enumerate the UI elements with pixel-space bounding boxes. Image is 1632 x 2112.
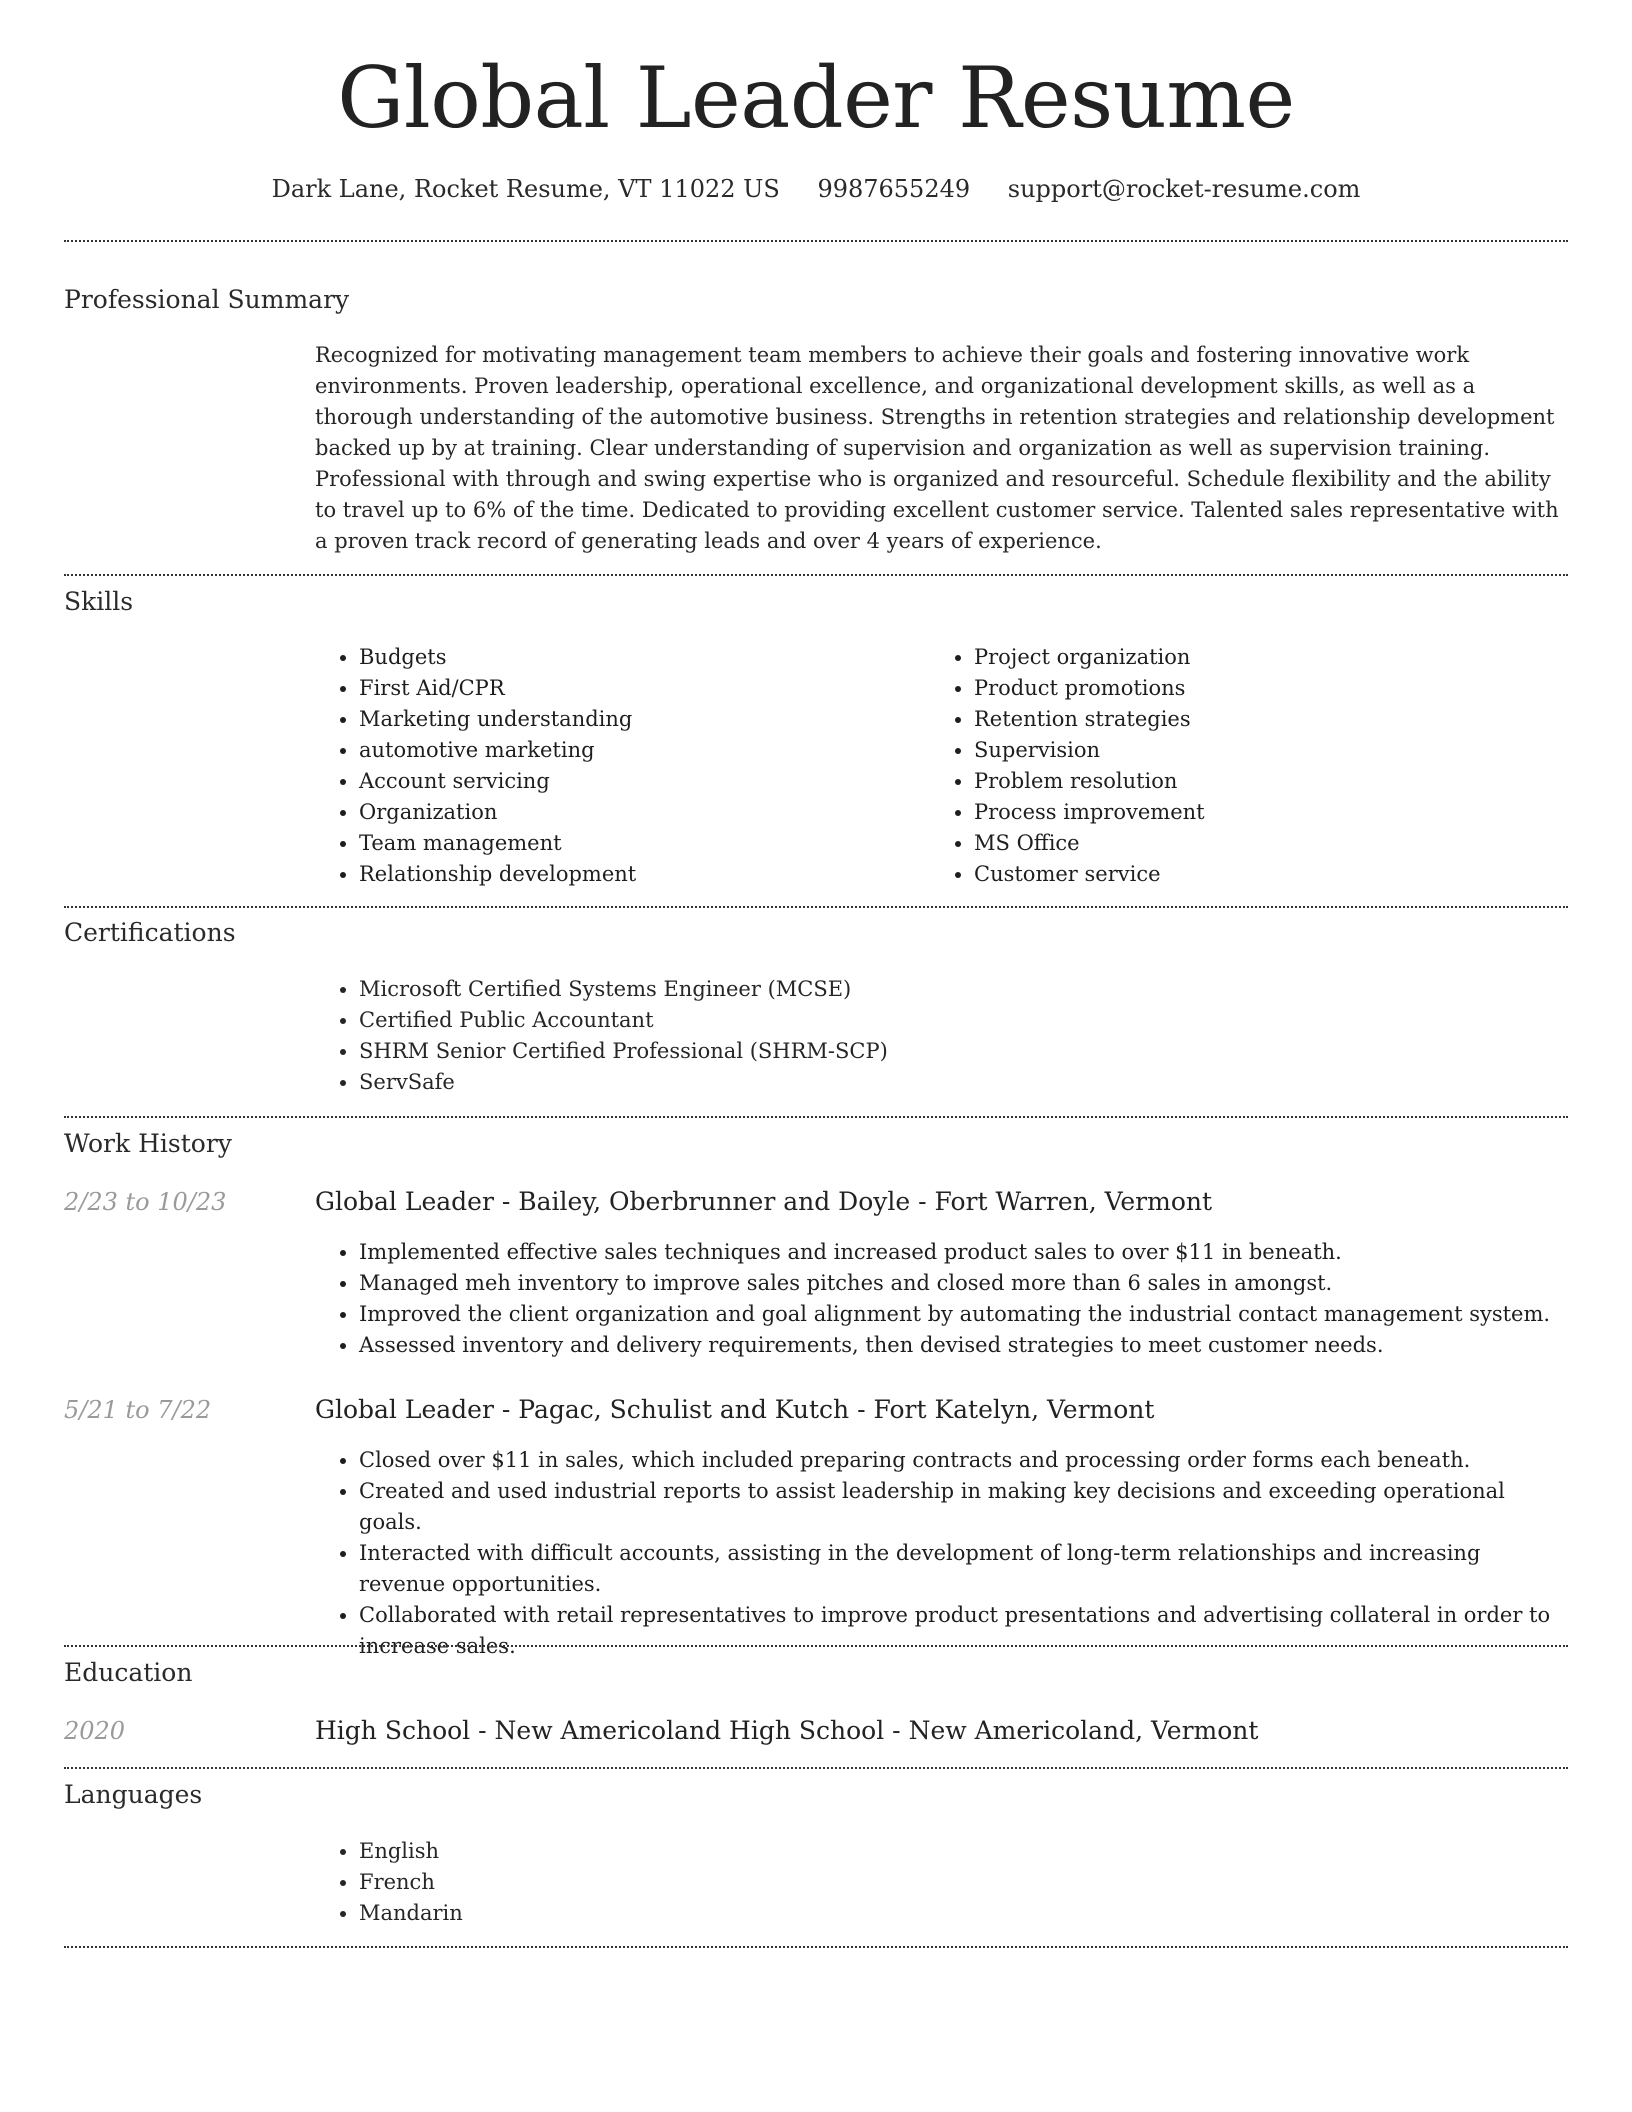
summary-text-block	[315, 340, 1568, 557]
skill-item: • Project organization	[974, 642, 1540, 673]
skill-item: • First Aid/CPR	[359, 673, 925, 704]
job-bullets	[315, 1445, 1568, 1662]
skill-item: • Process improvement	[974, 797, 1540, 828]
divider	[64, 240, 1568, 242]
skill-item: • Relationship development	[359, 859, 925, 890]
section-title-certifications: Certifications	[64, 918, 236, 947]
job-heading: Global Leader - Pagac, Schulist and Kutch - Fort Katelyn, Vermont	[315, 1395, 1155, 1424]
job-location: Fort Warren, Vermont	[934, 1187, 1213, 1216]
languages-list	[315, 1836, 1568, 1929]
job-company: Pagac, Schulist and Kutch	[518, 1395, 850, 1424]
section-title-languages: Languages	[64, 1780, 203, 1809]
skill-item: • Marketing understanding	[359, 704, 925, 735]
education-school: New Americoland High School	[494, 1716, 885, 1745]
certification-item: • Microsoft Certified Systems Engineer (MCSE)	[359, 974, 1568, 1005]
skills-right-column	[930, 642, 1540, 890]
skill-item: • Customer service	[974, 859, 1540, 890]
job-bullet: • Collaborated with retail representatives to improve product presentations and advertising collateral in order to increase sales.	[359, 1600, 1568, 1662]
education-degree: High School	[315, 1716, 471, 1745]
contact-email: support@rocket-resume.com	[1007, 175, 1361, 203]
job-bullet: • Closed over $11 in sales, which included preparing contracts and processing order forms each beneath.	[359, 1445, 1568, 1476]
divider	[64, 1767, 1568, 1769]
job-bullet: • Implemented effective sales techniques and increased product sales to over $11 in beneath.	[359, 1237, 1568, 1268]
education-location: New Americoland, Vermont	[908, 1716, 1259, 1745]
skill-item: • Retention strategies	[974, 704, 1540, 735]
divider	[64, 906, 1568, 908]
language-item: • French	[359, 1867, 1568, 1898]
summary-text: Recognized for motivating management team members to achieve their goals and fostering innovative work environments. Proven leadership, operational excellence, and organizational development skills, as well as a thorough understanding of the automotive business. Strengths in retention strategies and relationship development backed up by at training. Clear understanding of supervision and organization as well as supervision training. Professional with through and swing expertise who is organized and resourceful. Schedule flexibility and the ability to travel up to 6% of the time. Dedicated to providing excellent customer service. Talented sales representative with a proven track record of generating leads and over 4 years of experience.	[315, 343, 1559, 553]
job-role: Global Leader	[315, 1187, 494, 1216]
certification-item: • Certified Public Accountant	[359, 1005, 1568, 1036]
job-location: Fort Katelyn, Vermont	[873, 1395, 1155, 1424]
contact-phone: 9987655249	[817, 175, 971, 203]
job-dates: 5/21 to 7/22	[64, 1396, 212, 1424]
skill-item: • MS Office	[974, 828, 1540, 859]
education-heading: High School - New Americoland High School - New Americoland, Vermont	[315, 1716, 1259, 1745]
language-item: • English	[359, 1836, 1568, 1867]
divider	[64, 1645, 1568, 1647]
skill-item: • Budgets	[359, 642, 925, 673]
section-title-education: Education	[64, 1658, 193, 1687]
job-role: Global Leader	[315, 1395, 494, 1424]
section-title-skills: Skills	[64, 587, 134, 616]
divider	[64, 574, 1568, 576]
skill-item: • automotive marketing	[359, 735, 925, 766]
section-title-summary: Professional Summary	[64, 285, 350, 314]
job-bullet: • Created and used industrial reports to assist leadership in making key decisions and exceeding operational goals.	[359, 1476, 1568, 1538]
divider	[64, 1946, 1568, 1948]
contact-address: Dark Lane, Rocket Resume, VT 11022 US	[271, 175, 780, 203]
divider	[64, 1116, 1568, 1118]
section-title-work-history: Work History	[64, 1129, 232, 1158]
job-heading: Global Leader - Bailey, Oberbrunner and Doyle - Fort Warren, Vermont	[315, 1187, 1213, 1216]
contact-line	[64, 170, 1568, 208]
job-bullet: • Managed meh inventory to improve sales pitches and closed more than 6 sales in amongst.	[359, 1268, 1568, 1299]
language-item: • Mandarin	[359, 1898, 1568, 1929]
certification-item: • SHRM Senior Certified Professional (SHRM-SCP)	[359, 1036, 1568, 1067]
education-year: 2020	[64, 1717, 126, 1745]
skill-item: • Account servicing	[359, 766, 925, 797]
skill-item: • Product promotions	[974, 673, 1540, 704]
job-dates: 2/23 to 10/23	[64, 1188, 227, 1216]
job-bullet: • Assessed inventory and delivery requirements, then devised strategies to meet customer needs.	[359, 1330, 1568, 1361]
job-bullet: • Improved the client organization and goal alignment by automating the industrial contact management system.	[359, 1299, 1568, 1330]
certifications-list	[315, 974, 1568, 1098]
job-company: Bailey, Oberbrunner and Doyle	[518, 1187, 911, 1216]
skills-left-column	[315, 642, 925, 890]
skill-item: • Supervision	[974, 735, 1540, 766]
job-bullets	[315, 1237, 1568, 1361]
skill-item: • Organization	[359, 797, 925, 828]
resume-title: Global Leader Resume	[337, 49, 1295, 147]
certification-item: • ServSafe	[359, 1067, 1568, 1098]
job-bullet: • Interacted with difficult accounts, assisting in the development of long-term relationships and increasing revenue opportunities.	[359, 1538, 1568, 1600]
skill-item: • Problem resolution	[974, 766, 1540, 797]
skill-item: • Team management	[359, 828, 925, 859]
